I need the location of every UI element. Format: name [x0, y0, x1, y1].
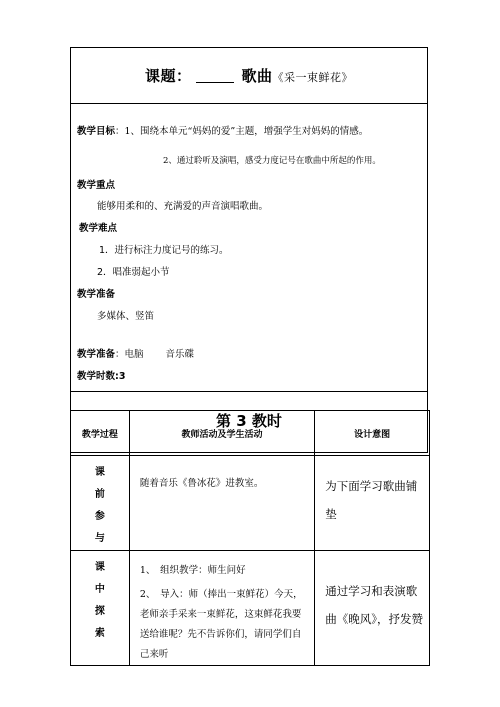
stage-char: 探 [94, 606, 105, 617]
stage-cell [71, 551, 130, 666]
activity-text: 2、 导入：师（捧出一束鲜花）今天，老师亲手采来一束鲜花，这束鲜花我要送给谁呢？先不告诉你们，请同学们自己来听 [139, 589, 303, 660]
difficulty-label: 教学难点 [79, 223, 118, 234]
key-label: 教学重点 [77, 180, 116, 191]
table-row [71, 551, 430, 666]
prep-label: 教学准备 [77, 289, 116, 300]
lesson-title [71, 65, 427, 86]
header-activity: 教师活动及学生活动 [129, 411, 314, 456]
table-row [71, 456, 430, 551]
song-name: 《采一束鲜花》 [272, 71, 354, 84]
activity-text: 1、 组织教学：师生问好 [139, 565, 246, 576]
hours-label: 教学时数 [77, 371, 116, 382]
goal-2: 2、通过聆听及演唱，感受力度记号在歌曲中所起的作用。 [163, 156, 381, 166]
prep2-label: 教学准备 [77, 349, 116, 360]
info-section [70, 103, 428, 392]
table-header-row [71, 411, 430, 456]
key-text: 能够用柔和的、充满爱的声音演唱歌曲。 [97, 201, 269, 212]
activity-cell [129, 456, 314, 551]
activity-cell [129, 551, 314, 666]
hours-text: :3 [115, 371, 126, 382]
difficulty-2: 2．唱准弱起小节 [97, 267, 170, 278]
stage-char: 中 [94, 584, 105, 595]
stage-char: 参 [94, 511, 105, 522]
difficulty-1: 1．进行标注力度记号的练习。 [99, 245, 229, 256]
prep2-line [77, 346, 194, 360]
header-process: 教学过程 [71, 411, 130, 456]
goal-1: ：1、围绕本单元“妈妈的爱”主题，增强学生对妈妈的情感。 [115, 126, 369, 137]
stage-cell [71, 456, 130, 551]
process-table [70, 410, 430, 666]
prep2-text: ：电脑 [115, 349, 144, 360]
stage-char: 索 [94, 628, 105, 639]
title-prefix: 课题： [144, 67, 192, 85]
hours-line [77, 368, 125, 382]
prep2-text2: 音乐碟 [165, 349, 195, 360]
activity-text: 随着音乐《鲁冰花》进教室。 [139, 478, 264, 489]
song-type: 歌曲 [241, 67, 273, 85]
stage-char: 课 [94, 467, 105, 478]
intent-cell: 为下面学习歌曲铺垫 [315, 456, 430, 551]
intent-cell: 通过学习和表演歌曲《晚风》，抒发赞 [315, 551, 430, 666]
stage-char: 与 [94, 533, 105, 544]
stage-char: 前 [94, 489, 105, 500]
goal-line-1 [77, 123, 368, 137]
stage-char: 课 [94, 562, 105, 573]
title-blank [196, 82, 234, 83]
prep-text: 多媒体、竖笛 [97, 311, 155, 322]
header-intent: 设计意图 [315, 411, 430, 456]
lesson-number: 第 3 教时 [216, 412, 282, 430]
goal-label: 教学目标 [77, 126, 116, 137]
title-row [70, 47, 428, 103]
